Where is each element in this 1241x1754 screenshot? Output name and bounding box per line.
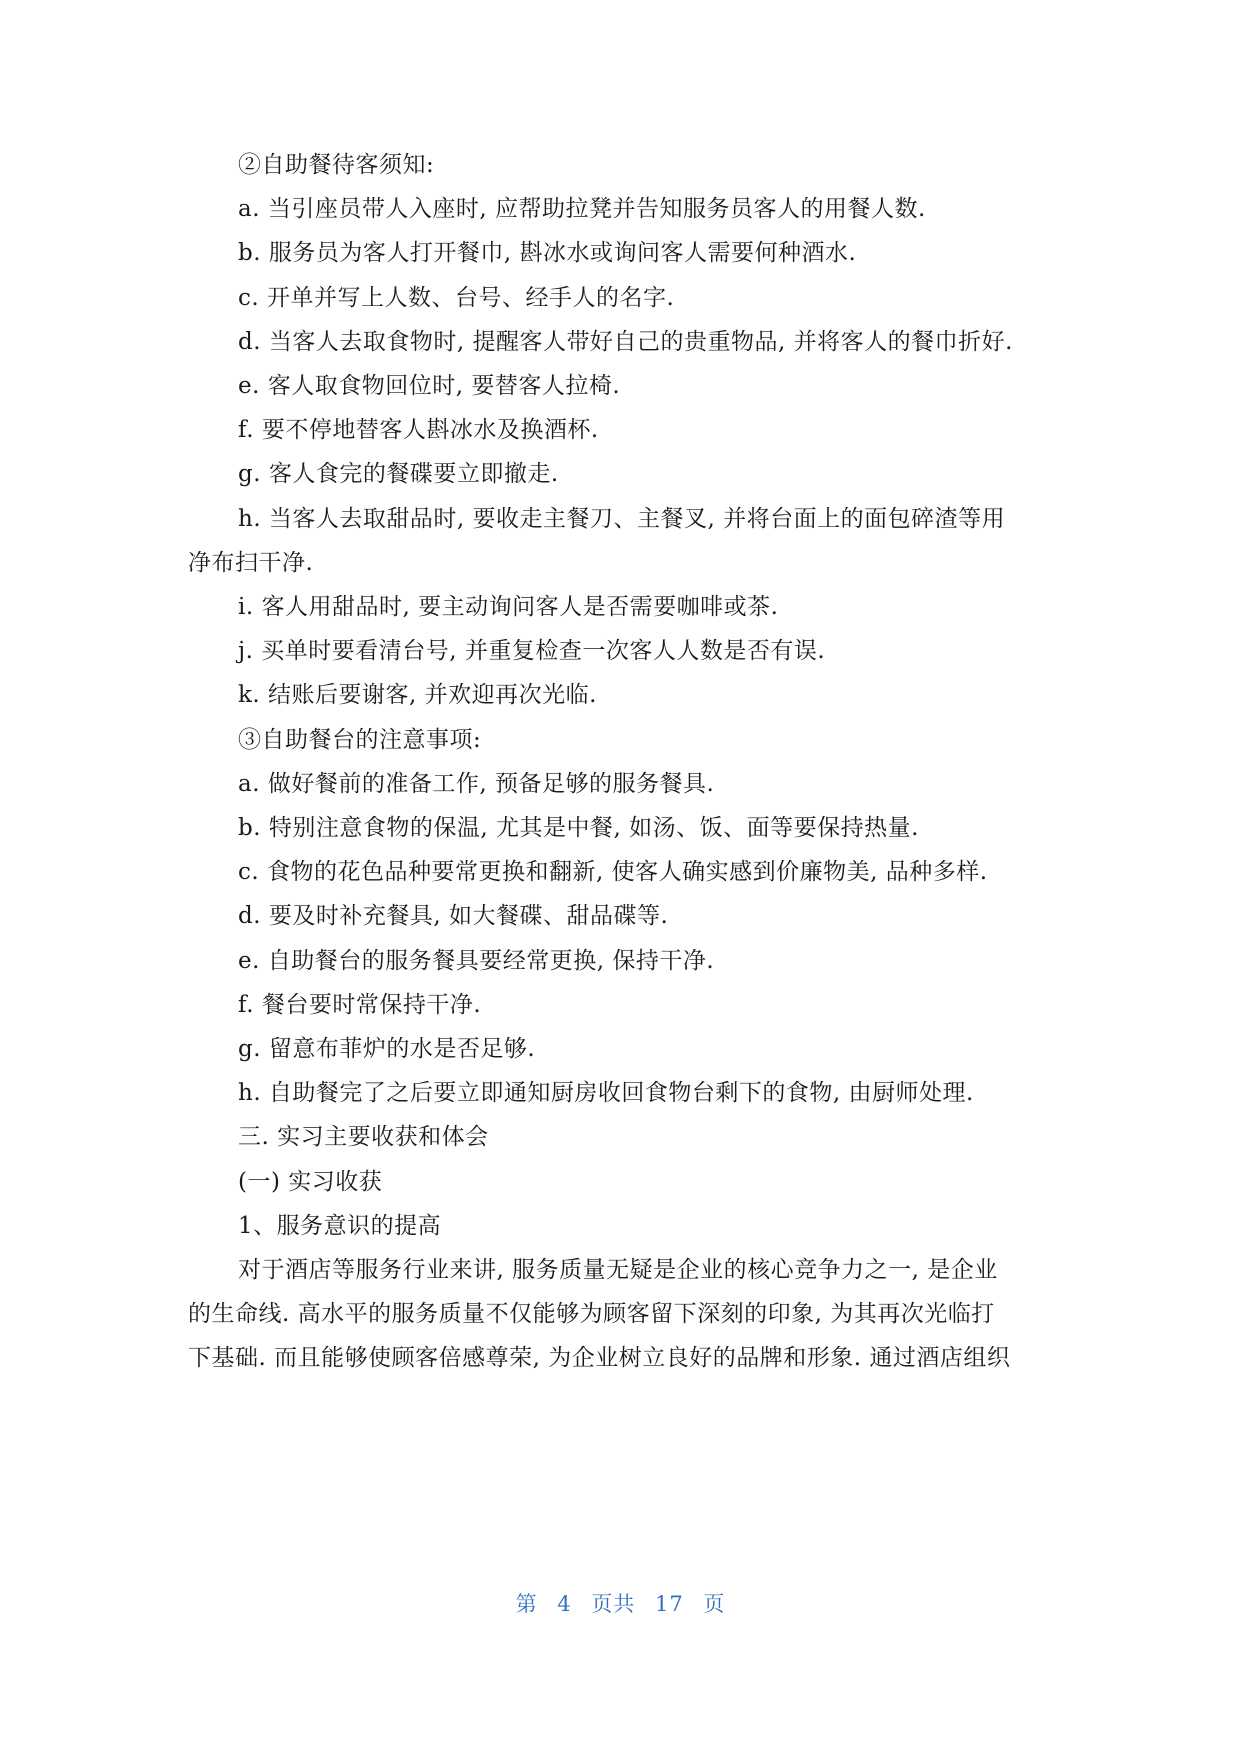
text-line: 的生命线. 高水平的服务质量不仅能够为顾客留下深刻的印象, 为其再次光临打 xyxy=(188,1301,995,1328)
footer-page-number: 4 xyxy=(557,1592,572,1616)
text-line: 1、服务意识的提高 xyxy=(238,1212,442,1239)
footer-prefix: 第 xyxy=(515,1592,538,1616)
text-line: h. 当客人去取甜品时, 要收走主餐刀、主餐叉, 并将台面上的面包碎渣等用 xyxy=(238,505,1006,532)
text-line: j. 买单时要看清台号, 并重复检查一次客人人数是否有误. xyxy=(238,638,826,665)
text-line: b. 服务员为客人打开餐巾, 斟冰水或询问客人需要何种酒水. xyxy=(238,240,857,267)
text-line: e. 客人取食物回位时, 要替客人拉椅. xyxy=(238,373,621,399)
text-line: ③自助餐台的注意事项: xyxy=(238,726,482,753)
footer-middle: 页共 xyxy=(591,1592,636,1616)
text-line: c. 食物的花色品种要常更换和翻新, 使客人确实感到价廉物美, 品种多样. xyxy=(238,859,988,886)
text-line: h. 自助餐完了之后要立即通知厨房收回食物台剩下的食物, 由厨师处理. xyxy=(238,1080,974,1107)
text-line: i. 客人用甜品时, 要主动询问客人是否需要咖啡或茶. xyxy=(238,594,779,620)
text-line: 三. 实习主要收获和体会 xyxy=(238,1124,489,1151)
text-line: a. 当引座员带人入座时, 应帮助拉凳并告知服务员客人的用餐人数. xyxy=(238,196,926,223)
text-line: f. 餐台要时常保持干净. xyxy=(238,991,482,1018)
text-line: g. 客人食完的餐碟要立即撤走. xyxy=(238,461,559,488)
footer-suffix: 页 xyxy=(703,1592,726,1616)
text-line: (一) 实习收获 xyxy=(238,1168,383,1195)
text-line: e. 自助餐台的服务餐具要经常更换, 保持干净. xyxy=(238,947,715,974)
text-line: ②自助餐待客须知: xyxy=(238,152,435,178)
text-line: d. 当客人去取食物时, 提醒客人带好自己的贵重物品, 并将客人的餐巾折好. xyxy=(238,328,1013,355)
page-footer xyxy=(0,1588,1241,1618)
text-line: g. 留意布菲炉的水是否足够. xyxy=(238,1036,536,1062)
text-line: b. 特别注意食物的保温, 尤其是中餐, 如汤、饭、面等要保持热量. xyxy=(238,815,919,841)
text-line: 净布扫干净. xyxy=(188,549,314,576)
text-line: k. 结账后要谢客, 并欢迎再次光临. xyxy=(238,682,597,709)
text-line: f. 要不停地替客人斟冰水及换酒杯. xyxy=(238,417,599,444)
footer-total-pages: 17 xyxy=(655,1592,684,1616)
text-line: 对于酒店等服务行业来讲, 服务质量无疑是企业的核心竞争力之一, 是企业 xyxy=(238,1257,998,1283)
text-line: a. 做好餐前的准备工作, 预备足够的服务餐具. xyxy=(238,770,715,797)
text-line: 下基础. 而且能够使顾客倍感尊荣, 为企业树立良好的品牌和形象. 通过酒店组织 xyxy=(188,1345,1011,1372)
text-line: c. 开单并写上人数、台号、经手人的名字. xyxy=(238,284,675,311)
text-line: d. 要及时补充餐具, 如大餐碟、甜品碟等. xyxy=(238,903,669,930)
